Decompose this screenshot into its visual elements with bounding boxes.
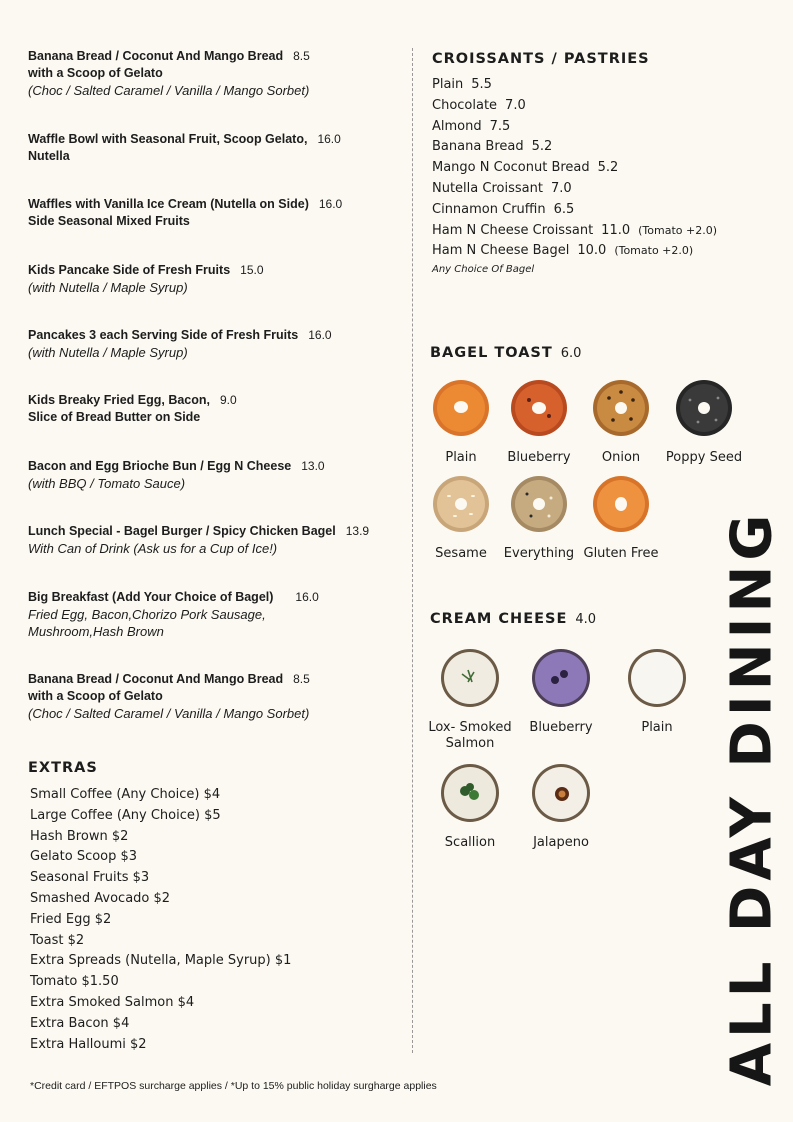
- item-line2: with a Scoop of Gelato: [28, 689, 163, 703]
- croissants-title: CROISSANTS / PASTRIES: [432, 51, 650, 67]
- cream-cheese-title: CREAM CHEESE 4.0: [430, 611, 597, 627]
- bagel-option: Onion: [571, 378, 671, 466]
- item-note: Mushroom,Hash Brown: [28, 624, 164, 639]
- item-price: 16.0: [295, 590, 319, 604]
- menu-item: [28, 589, 408, 640]
- bagel-option: Gluten Free: [571, 474, 671, 562]
- menu-item: [28, 671, 408, 722]
- cream-cheese-option: Blueberry: [511, 648, 611, 736]
- list-item: Extra Bacon $4: [30, 1015, 130, 1031]
- item-price: 16.0: [308, 328, 332, 342]
- bagel-choice-note: Any Choice Of Bagel: [432, 264, 535, 275]
- bagel-toast-title: BAGEL TOAST 6.0: [430, 345, 582, 361]
- menu-item: [28, 458, 408, 492]
- list-item: Plain 5.5: [432, 77, 492, 92]
- bagel-option: Blueberry: [489, 378, 589, 466]
- list-item: Ham N Cheese Bagel 10.0 (Tomato +2.0): [432, 243, 694, 259]
- item-name: Pancakes 3 each Serving Side of Fresh Fruits: [28, 328, 299, 342]
- bagel-option: Plain: [411, 378, 511, 466]
- lox-cream-cheese-icon: [440, 648, 500, 708]
- menu-item: [28, 523, 413, 557]
- plain-cream-cheese-icon: [627, 648, 687, 708]
- list-item: Ham N Cheese Croissant 11.0 (Tomato +2.0): [432, 222, 717, 238]
- extras-title: EXTRAS: [28, 760, 98, 776]
- item-price: 8.5: [293, 49, 310, 63]
- croissants-list: [432, 75, 717, 262]
- item-price: 8.5: [293, 672, 310, 686]
- item-name: Banana Bread / Coconut And Mango Bread: [28, 49, 284, 63]
- sesame-bagel-icon: [431, 474, 491, 534]
- list-item: Tomato $1.50: [30, 974, 119, 990]
- plain-bagel-icon: [431, 378, 491, 438]
- item-price: 15.0: [240, 263, 264, 277]
- list-item: Hash Brown $2: [30, 828, 129, 844]
- list-item: Banana Bread 5.2: [432, 139, 553, 155]
- bagel-option: Everything: [489, 474, 589, 562]
- list-item: Small Coffee (Any Choice) $4: [30, 787, 221, 802]
- onion-bagel-icon: [591, 378, 651, 438]
- vertical-title: ALL DAY DINING: [719, 509, 785, 1086]
- list-item: Nutella Croissant 7.0: [432, 180, 572, 196]
- list-item: Smashed Avocado $2: [30, 890, 171, 906]
- item-name: Kids Pancake Side of Fresh Fruits: [28, 263, 231, 277]
- bagel-option: Poppy Seed: [654, 378, 754, 466]
- cream-cheese-option: Jalapeno: [511, 763, 611, 851]
- blueberry-bagel-icon: [509, 378, 569, 438]
- blueberry-cream-cheese-icon: [531, 648, 591, 708]
- item-note: (with Nutella / Maple Syrup): [28, 280, 188, 295]
- item-note: (with BBQ / Tomato Sauce): [28, 476, 186, 491]
- item-price: 16.0: [318, 197, 343, 211]
- scallion-cream-cheese-icon: [440, 763, 500, 823]
- item-price: 16.0: [317, 132, 341, 146]
- list-item: Extra Spreads (Nutella, Maple Syrup) $1: [30, 953, 292, 969]
- cream-cheese-option: Scallion: [420, 763, 520, 851]
- item-note: (with Nutella / Maple Syrup): [28, 345, 188, 360]
- bagel-option: Sesame: [411, 474, 511, 562]
- item-note: (Choc / Salted Caramel / Vanilla / Mango Sorbet): [28, 706, 310, 721]
- item-name: Bacon and Egg Brioche Bun / Egg N Cheese: [28, 459, 292, 473]
- item-price: 13.0: [301, 459, 325, 473]
- menu-item: [28, 392, 408, 426]
- item-line2: with a Scoop of Gelato: [28, 66, 163, 80]
- list-item: Mango N Coconut Bread 5.2: [432, 160, 619, 176]
- item-note: With Can of Drink (Ask us for a Cup of Ice!): [28, 541, 278, 556]
- cream-cheese-option: Plain: [607, 648, 707, 736]
- list-item: Extra Halloumi $2: [30, 1036, 147, 1052]
- gluten-free-bagel-icon: [591, 474, 651, 534]
- item-name: Lunch Special - Bagel Burger / Spicy Chicken Bagel: [28, 524, 336, 538]
- poppy-seed-bagel-icon: [674, 378, 734, 438]
- menu-item: [28, 262, 408, 296]
- list-item: Chocolate 7.0: [432, 97, 526, 113]
- item-note: (Choc / Salted Caramel / Vanilla / Mango Sorbet): [28, 83, 310, 98]
- menu-item: [28, 327, 408, 361]
- item-price: 9.0: [220, 393, 237, 407]
- item-name: Waffle Bowl with Seasonal Fruit, Scoop Gelato,: [28, 132, 308, 146]
- list-item: Cinnamon Cruffin 6.5: [432, 201, 575, 217]
- item-price: 13.9: [345, 524, 370, 538]
- everything-bagel-icon: [509, 474, 569, 534]
- jalapeno-cream-cheese-icon: [531, 763, 591, 823]
- item-name: Big Breakfast (Add Your Choice of Bagel): [28, 590, 274, 604]
- list-item: Gelato Scoop $3: [30, 849, 138, 865]
- item-line2: Slice of Bread Butter on Side: [28, 410, 201, 424]
- item-name: Banana Bread / Coconut And Mango Bread: [28, 672, 284, 686]
- list-item: Extra Smoked Salmon $4: [30, 994, 195, 1010]
- list-item: Fried Egg $2: [30, 911, 112, 927]
- menu-item: [28, 131, 408, 165]
- list-item: Toast $2: [30, 932, 85, 948]
- cream-cheese-option: Lox- Smoked Salmon: [420, 648, 520, 752]
- list-item: Almond 7.5: [432, 118, 511, 134]
- item-name: Waffles with Vanilla Ice Cream (Nutella on Side): [28, 197, 309, 211]
- extras-list: [30, 785, 291, 1055]
- surcharge-footnote: *Credit card / EFTPOS surcharge applies / *Up to 15% public holiday surgharge applies: [30, 1080, 437, 1092]
- item-name: Kids Breaky Fried Egg, Bacon,: [28, 393, 210, 407]
- item-line2: Nutella: [28, 149, 70, 163]
- item-note: Fried Egg, Bacon,Chorizo Pork Sausage,: [28, 607, 266, 622]
- menu-item: [28, 196, 408, 230]
- menu-item: [28, 48, 408, 99]
- list-item: Large Coffee (Any Choice) $5: [30, 807, 221, 823]
- item-line2: Side Seasonal Mixed Fruits: [28, 214, 190, 228]
- list-item: Seasonal Fruits $3: [30, 870, 150, 886]
